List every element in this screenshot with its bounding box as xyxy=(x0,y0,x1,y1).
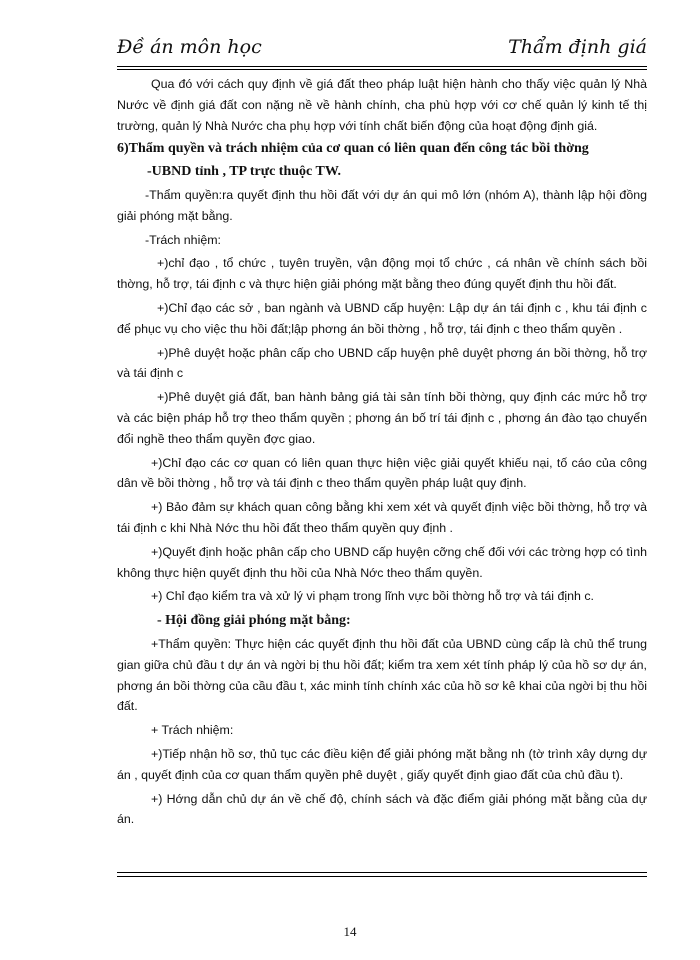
list-item: +) Bảo đảm sự khách quan công bằng khi xem xét và quyết định việc bồi thờng, hỗ trợ và tái định c khi Nhà Nớc thu hồi đất theo thẩm quyền quy định . xyxy=(117,500,647,535)
subheading-ubnd: -UBND tỉnh , TP trực thuộc TW. xyxy=(147,164,342,180)
paragraph-intro: Qua đó với cách quy định về giá đất theo pháp luật hiện hành cho thấy việc quản lý Nhà Nước về định giá đất con nặng nề về hành chính, cha phù hợp với cơ chế quản lý kinh tế thị trường, quản lý Nhà Nước cha phụ hợp với tính chất biến động của hoạt động định giá. xyxy=(117,77,647,133)
header-left-title: Đề án môn học xyxy=(117,36,262,58)
list-item: +)Tiếp nhận hồ sơ, thủ tục các điều kiện để giải phóng mặt bằng nh (tờ trình xây dựng dự án , quyết định của cơ quan thẩm quyền phê duyệt , giấy quyết định giao đất của chủ đầu t). xyxy=(117,746,647,782)
subheading-council: - Hội đồng giải phóng mặt bằng: xyxy=(157,613,351,629)
document-body xyxy=(117,74,647,833)
header-divider xyxy=(117,66,647,70)
paragraph-ubnd-responsibility-label: -Trách nhiệm: xyxy=(145,232,221,247)
list-item: +)Phê duyệt hoặc phân cấp cho UBND cấp huyện phê duyệt phơng án bồi thờng, hỗ trợ và tái định c xyxy=(117,345,647,381)
list-item: +)Quyết định hoặc phân cấp cho UBND cấp huyện cỡng chế đối với các trờng hợp có tình không thực hiện quyết định thu hồi của Nhà Nớc theo thẩm quyền. xyxy=(117,544,647,580)
list-item: +)Chỉ đạo các cơ quan có liên quan thực hiện việc giải quyết khiếu nại, tố cáo của công dân về bồi thờng , hỗ trợ và tái định c theo thẩm quyền pháp luật quy định. xyxy=(117,455,647,491)
paragraph-council-authority: +Thẩm quyền: Thực hiện các quyết định thu hồi đất của UBND cùng cấp là chủ thể trung gian giữa chủ đầu t dự án và ngời bị thu hồi đất; kiểm tra xem xét tính pháp lý của hồ sơ dự án, phơng án bồi thờng của cầu đầu t, xác minh tính chính xác của hồ sơ kê khai của ngời bị thu hồi đất. xyxy=(117,636,647,714)
list-item: +)chỉ đạo , tổ chức , tuyên truyền, vận động mọi tổ chức , cá nhân về chính sách bồi thờng, hỗ trợ, tái định c và thực hiện giải phóng mặt bằng theo đúng quyết định thu hồi đất. xyxy=(117,256,647,292)
footer-divider xyxy=(117,872,647,877)
list-item: +)Chỉ đạo các sở , ban ngành và UBND cấp huyện: Lập dự án tái định c , khu tái định c để phục vụ cho việc thu hồi đất;lập phơng án bồi thờng , hỗ trợ, tái định c theo thẩm quyền . xyxy=(117,300,647,336)
page-number: 14 xyxy=(343,924,357,939)
paragraph-ubnd-authority: -Thẩm quyền:ra quyết định thu hồi đất với dự án qui mô lớn (nhóm A), thành lập hội đồng giải phóng mặt bằng. xyxy=(117,187,647,223)
header-right-title: Thẩm định giá xyxy=(508,36,647,58)
paragraph-council-responsibility-label: + Trách nhiệm: xyxy=(151,723,234,738)
page-header xyxy=(117,36,647,66)
list-item: +) Hớng dẫn chủ dự án về chế độ, chính sách và đặc điểm giải phóng mặt bằng của dự án. xyxy=(117,791,647,827)
list-item: +) Chỉ đạo kiểm tra và xử lý vi phạm trong lĩnh vực bồi thờng hỗ trợ và tái định c. xyxy=(151,589,594,604)
section-heading-6: 6)Thẩm quyền và trách nhiệm của cơ quan có liên quan đến công tác bồi thờng xyxy=(117,141,589,157)
list-item: +)Phê duyệt giá đất, ban hành bảng giá tài sản tính bồi thờng, quy định các mức hỗ trợ và các biện pháp hỗ trợ theo thẩm quyền ; phơng án bố trí tái định c , phơng án đào tạo chuyển đổi nghề theo thẩm quyền đợc giao. xyxy=(117,390,647,446)
